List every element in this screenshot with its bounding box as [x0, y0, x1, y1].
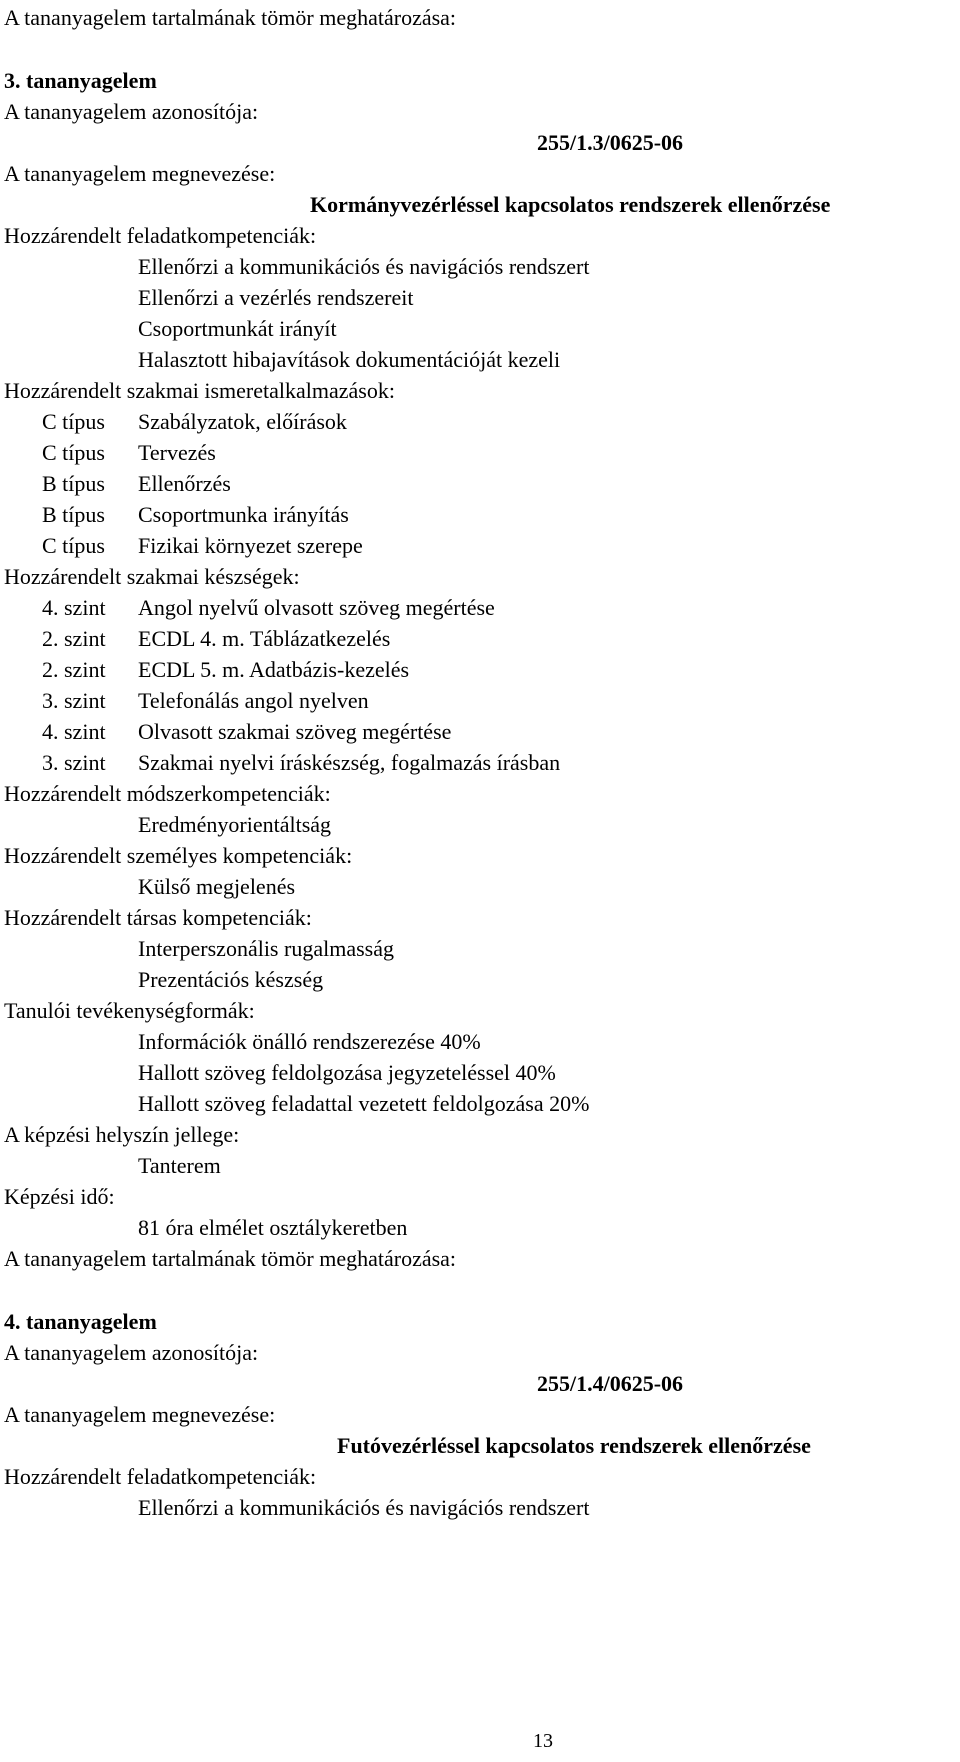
unit3-id-value: 255/1.3/0625-06: [537, 130, 684, 155]
social-item: Interperszonális rugalmasság: [138, 936, 394, 961]
knowledge-text: Ellenőrzés: [138, 471, 231, 496]
unit3-time-value: 81 óra elmélet osztálykeretben: [138, 1215, 408, 1240]
unit3-personal-label: Hozzárendelt személyes kompetenciák:: [4, 843, 353, 868]
unit4-task-item: Ellenőrzi a kommunikációs és navigációs rendszert: [138, 1495, 590, 1520]
skill-text: Angol nyelvű olvasott szöveg megértése: [138, 595, 495, 620]
knowledge-type: C típus: [42, 533, 105, 558]
unit3-task-item: Ellenőrzi a vezérlés rendszereit: [138, 285, 414, 310]
skill-text: Szakmai nyelvi íráskészség, fogalmazás írásban: [138, 750, 561, 775]
unit4-id-value: 255/1.4/0625-06: [537, 1371, 684, 1396]
knowledge-text: Szabályzatok, előírások: [138, 409, 347, 434]
knowledge-type: B típus: [42, 471, 105, 496]
unit3-task-item: Halasztott hibajavítások dokumentációját kezeli: [138, 347, 561, 372]
unit3-task-item: Csoportmunkát irányít: [138, 316, 337, 341]
method-item: Eredményorientáltság: [138, 812, 332, 837]
activity-item: Hallott szöveg feladattal vezetett feldolgozása 20%: [138, 1091, 590, 1116]
unit3-time-label: Képzési idő:: [4, 1184, 115, 1209]
unit3-knowledge-label: Hozzárendelt szakmai ismeretalkalmazások:: [4, 378, 395, 403]
skill-level: 4. szint: [42, 719, 106, 744]
unit3-heading: 3. tananyagelem: [4, 68, 157, 93]
unit4-name-value: Futóvezérléssel kapcsolatos rendszerek ellenőrzése: [337, 1433, 811, 1458]
skill-text: ECDL 5. m. Adatbázis-kezelés: [138, 657, 410, 682]
skill-level: 2. szint: [42, 657, 106, 682]
skill-level: 2. szint: [42, 626, 106, 651]
unit3-name-label: A tananyagelem megnevezése:: [4, 161, 276, 186]
unit3-social-label: Hozzárendelt társas kompetenciák:: [4, 905, 312, 930]
skill-text: Olvasott szakmai szöveg megértése: [138, 719, 452, 744]
knowledge-type: C típus: [42, 409, 105, 434]
unit3-task-item: Ellenőrzi a kommunikációs és navigációs rendszert: [138, 254, 590, 279]
summary-label-top: A tananyagelem tartalmának tömör meghatározása:: [4, 5, 457, 30]
social-item: Prezentációs készség: [138, 967, 324, 992]
knowledge-text: Tervezés: [138, 440, 216, 465]
skill-level: 3. szint: [42, 750, 106, 775]
skill-level: 4. szint: [42, 595, 106, 620]
knowledge-type: C típus: [42, 440, 105, 465]
knowledge-text: Fizikai környezet szerepe: [138, 533, 363, 558]
unit4-task-label: Hozzárendelt feladatkompetenciák:: [4, 1464, 317, 1489]
unit4-id-label: A tananyagelem azonosítója:: [4, 1340, 259, 1365]
knowledge-type: B típus: [42, 502, 105, 527]
unit4-heading: 4. tananyagelem: [4, 1309, 157, 1334]
page-number: 13: [533, 1730, 553, 1752]
unit3-method-label: Hozzárendelt módszerkompetenciák:: [4, 781, 331, 806]
unit3-task-label: Hozzárendelt feladatkompetenciák:: [4, 223, 317, 248]
unit4-name-label: A tananyagelem megnevezése:: [4, 1402, 276, 1427]
skill-text: Telefonálás angol nyelven: [138, 688, 369, 713]
unit3-venue-label: A képzési helyszín jellege:: [4, 1122, 240, 1147]
activity-item: Információk önálló rendszerezése 40%: [138, 1029, 481, 1054]
knowledge-text: Csoportmunka irányítás: [138, 502, 349, 527]
skill-level: 3. szint: [42, 688, 106, 713]
unit3-id-label: A tananyagelem azonosítója:: [4, 99, 259, 124]
unit3-summary-label: A tananyagelem tartalmának tömör meghatározása:: [4, 1246, 457, 1271]
unit3-name-value: Kormányvezérléssel kapcsolatos rendszerek ellenőrzése: [310, 192, 831, 217]
unit3-skills-label: Hozzárendelt szakmai készségek:: [4, 564, 300, 589]
personal-item: Külső megjelenés: [138, 874, 296, 899]
skill-text: ECDL 4. m. Táblázatkezelés: [138, 626, 391, 651]
activity-item: Hallott szöveg feldolgozása jegyzeteléssel 40%: [138, 1060, 556, 1085]
unit3-venue-value: Tanterem: [138, 1153, 221, 1178]
unit3-activities-label: Tanulói tevékenységformák:: [4, 998, 255, 1023]
